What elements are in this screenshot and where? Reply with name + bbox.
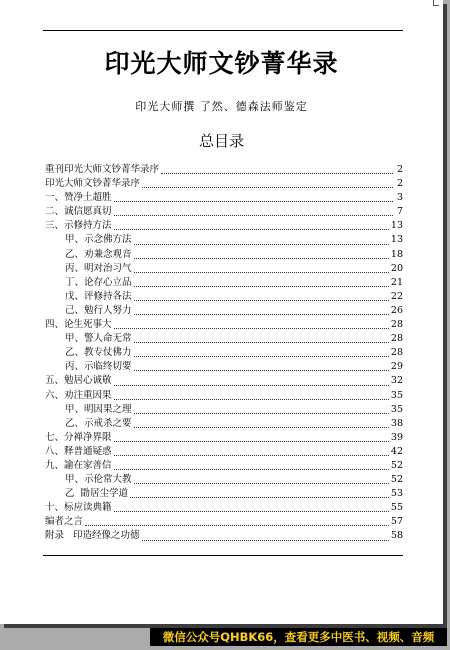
toc-entry-page: 58 xyxy=(390,530,403,542)
toc-dot-leader xyxy=(114,201,393,202)
toc-entry-label: 己、勉行人努力 xyxy=(65,304,132,316)
toc-entry[interactable] xyxy=(45,233,403,247)
toc-entry-label: 重刊印光大师文钞菁华录序 xyxy=(45,164,160,175)
toc-heading: 总目录 xyxy=(198,132,244,150)
toc-entry[interactable] xyxy=(45,360,403,374)
toc-entry-label: 七、分禅净界限 xyxy=(45,431,112,443)
toc-entry-page: 13 xyxy=(390,220,403,232)
toc-dot-leader xyxy=(134,244,389,245)
document-title: 印光大师文钞菁华录 xyxy=(104,49,339,78)
toc-dot-leader xyxy=(114,511,389,512)
toc-entry[interactable] xyxy=(45,163,403,177)
toc-entry-label: 附录 印造经像之功德 xyxy=(45,530,140,542)
toc-entry-page: 3 xyxy=(396,192,403,204)
toc-entry-page: 29 xyxy=(390,361,403,373)
toc-dot-leader xyxy=(134,342,389,343)
toc-entry-page: 55 xyxy=(390,502,403,514)
toc-dot-leader xyxy=(114,328,389,329)
toc-entry-label: 四、论生死事大 xyxy=(45,319,112,331)
toc-entry[interactable] xyxy=(45,177,403,191)
toc-dot-leader xyxy=(134,356,389,357)
toc-entry-page: 28 xyxy=(390,319,403,331)
table-of-contents xyxy=(45,163,403,544)
toc-entry-page: 2 xyxy=(396,164,403,175)
toc-dot-leader xyxy=(134,286,389,287)
toc-dot-leader xyxy=(85,525,389,526)
toc-entry-label: 一、赞净土超胜 xyxy=(45,192,112,204)
toc-entry-page: 52 xyxy=(390,474,403,486)
toc-entry-label: 甲、明因果之理 xyxy=(65,403,132,415)
toc-dot-leader xyxy=(114,441,389,442)
toc-entry-label: 戊、评修持各法 xyxy=(65,290,132,302)
toc-dot-leader xyxy=(134,258,389,259)
toc-entry-label: 甲、警人命无常 xyxy=(65,333,132,345)
toc-entry[interactable] xyxy=(45,332,403,346)
toc-entry-label: 乙、示戒杀之要 xyxy=(65,417,132,429)
toc-entry-page: 52 xyxy=(390,459,403,471)
toc-dot-leader xyxy=(130,497,389,498)
watermark-banner: 微信公众号QHBK66，查看更多中医书、视频、音频 xyxy=(150,628,447,646)
toc-entry[interactable] xyxy=(45,205,403,219)
document-subtitle: 印光大师撰 了然、德森法师鉴定 xyxy=(135,100,308,113)
toc-entry-page: 18 xyxy=(390,248,403,260)
toc-entry-label: 丁、论存心立品 xyxy=(65,276,132,288)
toc-entry[interactable] xyxy=(45,262,403,276)
toc-entry-label: 十、标应读典籍 xyxy=(45,502,112,514)
toc-entry[interactable] xyxy=(45,276,403,290)
toc-dot-leader xyxy=(134,413,389,414)
toc-entry-page: 13 xyxy=(390,234,403,246)
toc-dot-leader xyxy=(134,483,389,484)
toc-entry-label: 三、示修持方法 xyxy=(45,220,112,232)
toc-entry-page: 7 xyxy=(396,206,403,218)
page-corner-mark xyxy=(433,0,439,6)
toc-entry[interactable] xyxy=(45,431,403,445)
toc-entry-page: 22 xyxy=(390,290,403,302)
toc-entry[interactable] xyxy=(45,417,403,431)
toc-entry-page: 2 xyxy=(396,178,403,190)
toc-entry[interactable] xyxy=(45,219,403,233)
toc-entry-label: 九、諭在家善信 xyxy=(45,459,112,471)
toc-entry[interactable] xyxy=(45,529,403,543)
toc-dot-leader xyxy=(114,455,389,456)
toc-entry-page: 39 xyxy=(390,431,403,443)
toc-entry[interactable] xyxy=(45,473,403,487)
toc-dot-leader xyxy=(134,314,389,315)
toc-entry-label: 编者之言 xyxy=(45,516,84,528)
toc-entry-label: 二、诚信愿真切 xyxy=(45,206,112,218)
toc-entry[interactable] xyxy=(45,459,403,473)
toc-entry-label: 乙 勖居尘学道 xyxy=(65,488,129,500)
toc-entry-label: 八、释普通疑惑 xyxy=(45,445,112,457)
toc-entry[interactable] xyxy=(45,445,403,459)
toc-entry-label: 丙、示临终切要 xyxy=(65,361,132,373)
toc-entry-label: 乙、劝兼念观音 xyxy=(65,248,132,260)
toc-dot-leader xyxy=(142,540,389,541)
toc-entry-page: 26 xyxy=(390,304,403,316)
toc-entry-label: 甲、示念佛方法 xyxy=(65,234,132,246)
toc-entry[interactable] xyxy=(45,304,403,318)
toc-dot-leader xyxy=(114,215,393,216)
toc-entry[interactable] xyxy=(45,501,403,515)
toc-entry-page: 28 xyxy=(390,333,403,345)
toc-entry[interactable] xyxy=(45,290,403,304)
toc-entry[interactable] xyxy=(45,403,403,417)
toc-entry-page: 35 xyxy=(390,403,403,415)
toc-dot-leader xyxy=(114,385,389,386)
toc-entry-page: 57 xyxy=(390,516,403,528)
toc-entry[interactable] xyxy=(45,515,403,529)
footer-rule xyxy=(43,555,403,556)
toc-entry-page: 21 xyxy=(390,276,403,288)
toc-entry[interactable] xyxy=(45,374,403,388)
toc-entry-label: 乙、教专仗佛力 xyxy=(65,347,132,359)
toc-entry-label: 六、劝注重因果 xyxy=(45,389,112,401)
toc-dot-leader xyxy=(134,272,389,273)
toc-entry-page: 35 xyxy=(390,389,403,401)
toc-dot-leader xyxy=(161,173,393,174)
toc-dot-leader xyxy=(142,187,393,188)
toc-dot-leader xyxy=(134,300,389,301)
toc-dot-leader xyxy=(114,469,389,470)
toc-dot-leader xyxy=(134,427,389,428)
header-rule xyxy=(43,30,403,31)
toc-entry[interactable] xyxy=(45,191,403,205)
toc-entry-page: 38 xyxy=(390,417,403,429)
toc-dot-leader xyxy=(134,370,389,371)
toc-entry-page: 53 xyxy=(390,488,403,500)
toc-entry-page: 28 xyxy=(390,347,403,359)
toc-entry-page: 42 xyxy=(390,445,403,457)
toc-dot-leader xyxy=(114,229,389,230)
toc-entry[interactable] xyxy=(45,318,403,332)
toc-entry[interactable] xyxy=(45,248,403,262)
toc-entry-page: 20 xyxy=(390,262,403,274)
toc-entry[interactable] xyxy=(45,487,403,501)
page-shadow-right xyxy=(443,4,447,628)
toc-entry[interactable] xyxy=(45,389,403,403)
toc-entry-label: 印光大师文钞菁华录序 xyxy=(45,178,141,190)
toc-entry-label: 丙、明对治习气 xyxy=(65,262,132,274)
toc-entry-label: 五、勉居心诚敬 xyxy=(45,375,112,387)
toc-entry-label: 甲、示伦常大教 xyxy=(65,474,132,486)
toc-dot-leader xyxy=(114,399,389,400)
toc-entry-page: 32 xyxy=(390,375,403,387)
toc-entry[interactable] xyxy=(45,346,403,360)
